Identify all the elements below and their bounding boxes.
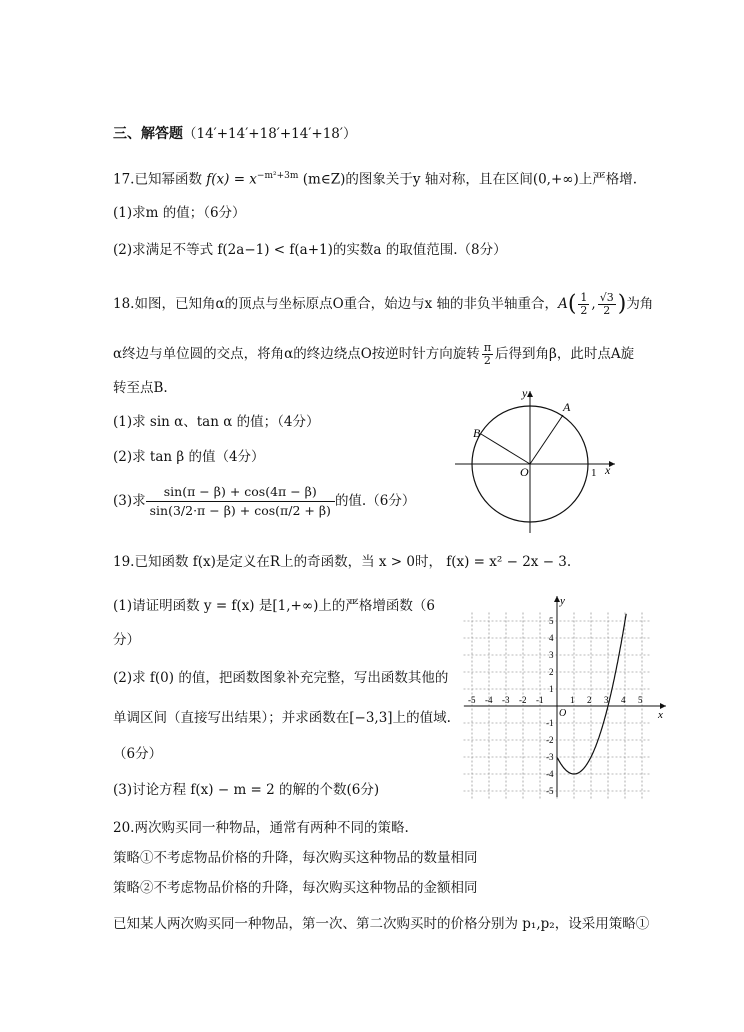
section-heading [113,124,356,144]
x-tick-label: 5 [638,695,643,705]
q19-part2-c: （6分） [113,746,163,762]
x-tick-label: 4 [621,695,626,705]
y-tick-label: 4 [549,633,554,643]
fig-label-o: O [520,465,529,479]
function-grid-graph [460,592,670,802]
q19-part2-a: (2)求 f(0) 的值，把函数图象补充完整，写出函数其他的 [113,670,449,686]
unit-circle-figure [450,385,625,535]
q18-stem-b2: 后得到角β，此时点A旋 [495,346,635,362]
q18-rot-frac: $\frac{\pi}{2}$ [483,341,492,367]
x-tick-label: 3 [604,695,609,705]
q17-exponent: −m²+3m [256,171,299,181]
q20-stem: 20.两次购买同一种物品，通常有两种不同的策略. [113,820,409,836]
section-title: 三、解答题 [113,126,183,142]
q19-part2-b: 单调区间（直接写出结果）；并求函数在[−3,3]上的值域. [113,710,451,726]
y-tick-label: -4 [546,769,554,779]
fig-label-b: B [473,426,481,440]
q19-stem: 19.已知函数 f(x)是定义在R上的奇函数，当 x > 0时， f(x) = x² − 2x − 3. [113,554,572,570]
x-tick-label: -2 [519,695,527,705]
q18-stem-line1: 18.如图，已知角α的顶点与坐标原点O重合，始边与x 轴的非负半轴重合，A( $\frac{1}{2}$ , $\frac{√3}{2}$ )为角 [113,291,654,317]
y-tick-label: -1 [546,718,554,728]
q18-part3 [113,483,415,520]
x-tick-label: 2 [587,695,592,705]
y-tick-label: -3 [546,752,554,762]
x-tick-label: -5 [468,695,476,705]
fig-label-y: y [522,386,528,400]
q19-part3: (3)讨论方程 f(x) − m = 2 的解的个数(6分) [113,782,380,798]
y-tick-label: -2 [546,735,554,745]
q17-part1: (1)求m 的值；（6分） [113,205,246,221]
x-tick-label: -3 [502,695,510,705]
fig-label-one: 1 [591,467,597,479]
q18-frac1: $\frac{1}{2}$ [580,291,588,317]
q19-part1-b: 分） [113,632,140,648]
y-tick-label: 3 [549,650,554,660]
q20-strategy2: 策略②不考虑物品价格的升降，每次购买这种物品的金额相同 [113,880,478,896]
q18-p3-den: sin(3/2·π − β) + cos(π/2 + β) [149,503,331,518]
q18-stem-line2 [113,342,634,367]
q17-func: f(x) = x [206,171,257,188]
y-tick-label: 2 [549,667,554,677]
q18-part1: (1)求 sin α、tan α 的值；（4分） [113,414,320,430]
q18-p3-fraction [146,483,335,520]
x-tick-label: -4 [485,695,493,705]
q20-strategy1: 策略①不考虑物品价格的升降，每次购买这种物品的数量相同 [113,850,478,866]
q19-part1-a: (1)请证明函数 y = f(x) 是[1,+∞)上的严格增函数（6 [113,598,435,614]
q18-point-a: A [558,296,568,312]
q18-stem-b1: α终边与单位圆的交点，将角α的终边绕点O按逆时针方向旋转 [113,346,480,362]
x-tick-labels [468,695,643,705]
q17-stem-a: 17.已知幂函数 [113,171,207,188]
section-points: （14′+14′+18′+14′+18′） [183,126,357,142]
q18-stem-a: 18.如图，已知角α的顶点与坐标原点O重合，始边与x 轴的非负半轴重合， [113,296,559,312]
q20-last-line: 已知某人两次购买同一种物品，第一次、第二次购买时的价格分别为 p₁,p₂，设采用策略① [113,916,650,932]
graph-label-o: O [559,708,567,719]
q18-stem-a-end: 为角 [626,296,654,312]
fig-label-x: x [605,463,611,477]
q17-stem-b: (m∈Z)的图象关于y 轴对称，且在区间(0,+∞)上严格增. [298,171,638,188]
graph-label-x: x [658,709,663,721]
q18-part2: (2)求 tan β 的值（4分） [113,449,265,465]
x-tick-label: -1 [536,695,544,705]
q17-stem [113,166,637,190]
q18-stem-line3: 转至点B. [113,380,168,396]
graph-label-y: y [560,595,565,607]
q18-frac2: $\frac{√3}{2}$ [599,291,614,317]
y-tick-label: -5 [546,786,554,796]
y-tick-label: 1 [549,684,554,694]
q17-part2: (2)求满足不等式 f(2a−1) < f(a+1)的实数a 的取值范围.（8分） [113,242,507,258]
q18-p3-prefix: (3)求 [113,493,146,509]
x-tick-label: 1 [570,695,575,705]
y-tick-label: 5 [549,616,554,626]
q18-p3-suffix: 的值.（6分） [334,493,416,509]
q18-p3-num: sin(π − β) + cos(4π − β) [146,483,335,502]
fig-label-a: A [563,400,571,414]
